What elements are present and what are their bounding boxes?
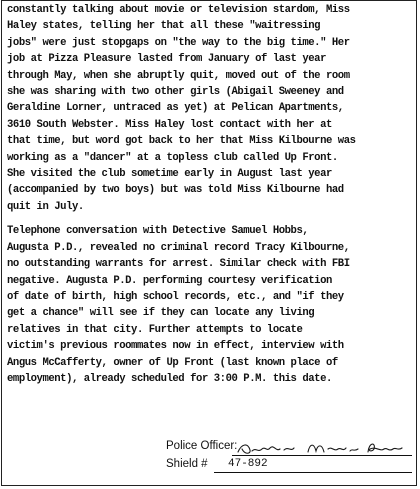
signature-line bbox=[232, 455, 412, 456]
text-line: constantly talking about movie or television stardom, Miss bbox=[7, 4, 350, 16]
report-body bbox=[7, 2, 411, 387]
text-line: Angus McCafferty, owner of Up Front (last known place of bbox=[7, 356, 338, 369]
text-line: that time, but word got back to her that Miss Kilbourne was bbox=[7, 135, 356, 148]
paragraph-telephone-conversation bbox=[7, 223, 411, 387]
text-line: jobs" were just stopgaps on "the way to the big time." Her bbox=[7, 36, 350, 49]
text-line: get a chance" will see if they can locate any living bbox=[7, 307, 315, 320]
text-line: relatives in that city. Further attempts to locate bbox=[7, 323, 303, 336]
text-line: She visited the club sometime early in August last year bbox=[7, 168, 332, 181]
text-line: Geraldine Lorner, untraced as yet) at Pelican Apartments, bbox=[7, 102, 344, 115]
text-line: Telephone conversation with Detective Samuel Hobbs, bbox=[7, 225, 309, 238]
text-line: victim's previous roommates now in effect, interview with bbox=[7, 340, 344, 353]
text-line: of date of birth, high school records, etc., and "if they bbox=[7, 290, 344, 303]
text-line: Haley states, telling her that all these "waitressing bbox=[7, 20, 321, 33]
text-line: working as a "dancer" at a topless club called Up Front. bbox=[7, 151, 338, 164]
text-line: negative. Augusta P.D. performing courtesy verification bbox=[7, 274, 332, 287]
paragraph-witness-statement bbox=[7, 2, 411, 215]
text-line: Augusta P.D., revealed no criminal record Tracy Kilbourne, bbox=[7, 241, 350, 254]
police-officer-label: Police Officer: bbox=[166, 440, 238, 452]
text-line: job at Pizza Pleasure lasted from January of last year bbox=[7, 53, 326, 66]
shield-number-value: 47-892 bbox=[228, 458, 268, 470]
text-line: quit in July. bbox=[7, 200, 84, 213]
signature-text: Detective Morris Bloom bbox=[236, 440, 246, 441]
text-line: employment), already scheduled for 3:00 P.M. this date. bbox=[7, 372, 332, 385]
text-line: (accompanied by two boys) but was told Miss Kilbourne had bbox=[7, 184, 344, 197]
shield-number-label: Shield # bbox=[166, 458, 208, 470]
text-line: no outstanding warrants for arrest. Similar check with FBI bbox=[7, 258, 350, 271]
shield-number-line bbox=[214, 472, 412, 473]
text-line: through May, when she abruptly quit, moved out of the room bbox=[7, 69, 350, 82]
text-line: she was sharing with two other girls (Abigail Sweeney and bbox=[7, 86, 344, 99]
text-line: 3610 South Webster. Miss Haley lost contact with her at bbox=[7, 118, 332, 131]
